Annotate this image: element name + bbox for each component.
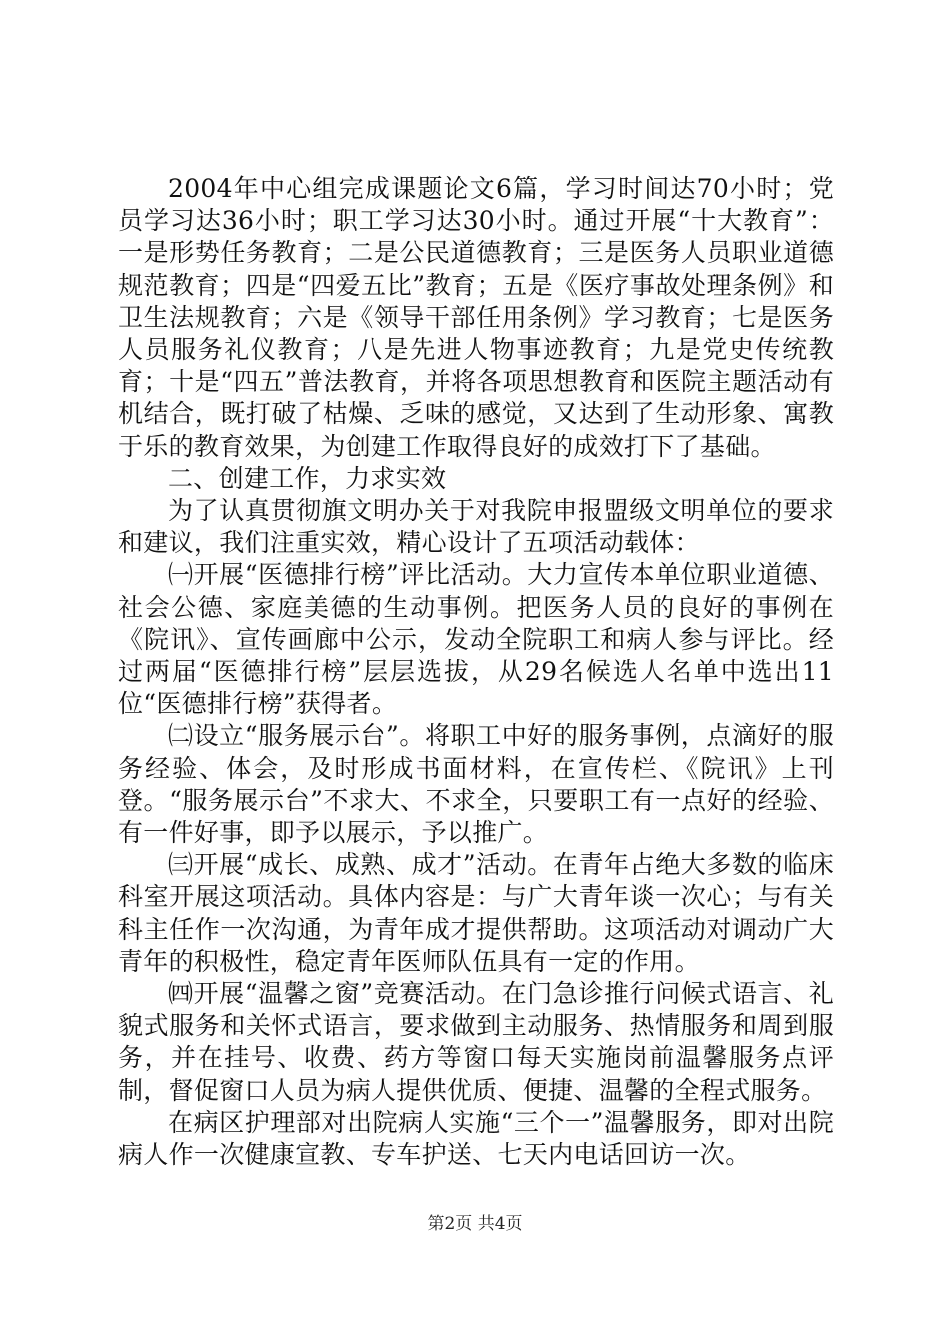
paragraph: ㈢开展“成长、成熟、成才”活动。在青年占绝大多数的临床科室开展这项活动。具体内容是：与广大青年谈一次心；与有关科主任作一次沟通，为青年成才提供帮助。这项活动对调动广大青年的积极性，稳定青年医师队伍具有一定的作用。 [118, 850, 834, 976]
paragraph: ㈠开展“医德排行榜”评比活动。大力宣传本单位职业道德、社会公德、家庭美德的生动事例。把医务人员的良好的事例在《院讯》、宣传画廊中公示，发动全院职工和病人参与评比。经过两届“医德排行榜”层层选拔，从29名候选人名单中选出11位“医德排行榜”获得者。 [118, 560, 834, 719]
paragraph: ㈡设立“服务展示台”。将职工中好的服务事例，点滴好的服务经验、体会，及时形成书面材料，在宣传栏、《院讯》上刊登。“服务展示台”不求大、不求全，只要职工有一点好的经验、有一件好事，即予以展示，予以推广。 [118, 721, 834, 848]
paragraph: 2004年中心组完成课题论文6篇，学习时间达70小时；党员学习达36小时；职工学习达30小时。通过开展“十大教育”：一是形势任务教育；二是公民道德教育；三是医务人员职业道德规范教育；四是“四爱五比”教育；五是《医疗事故处理条例》和卫生法规教育；六是《领导干部任用条例》学习教育；七是医务人员服务礼仪教育；八是先进人物事迹教育；九是党史传统教育；十是“四五”普法教育，并将各项思想教育和医院主题活动有机结合，既打破了枯燥、乏味的感觉，又达到了生动形象、寓教于乐的教育效果，为创建工作取得良好的成效打下了基础。 [118, 174, 834, 461]
section-heading: 二、创建工作，力求实效 [168, 463, 447, 493]
paragraph: 为了认真贯彻旗文明办关于对我院申报盟级文明单位的要求和建议，我们注重实效，精心设计了五项活动载体： [118, 496, 834, 558]
document-body [118, 173, 834, 1171]
paragraph: ㈣开展“温馨之窗”竞赛活动。在门急诊推行问候式语言、礼貌式服务和关怀式语言，要求做到主动服务、热情服务和周到服务，并在挂号、收费、药方等窗口每天实施岗前温馨服务点评制，督促窗口人员为病人提供优质、便捷、温馨的全程式服务。 [118, 979, 834, 1105]
page-footer: 第2页 共4页 [427, 1214, 523, 1234]
paragraph: 在病区护理部对出院病人实施“三个一”温馨服务，即对出院病人作一次健康宣教、专车护送、七天内电话回访一次。 [118, 1107, 834, 1170]
